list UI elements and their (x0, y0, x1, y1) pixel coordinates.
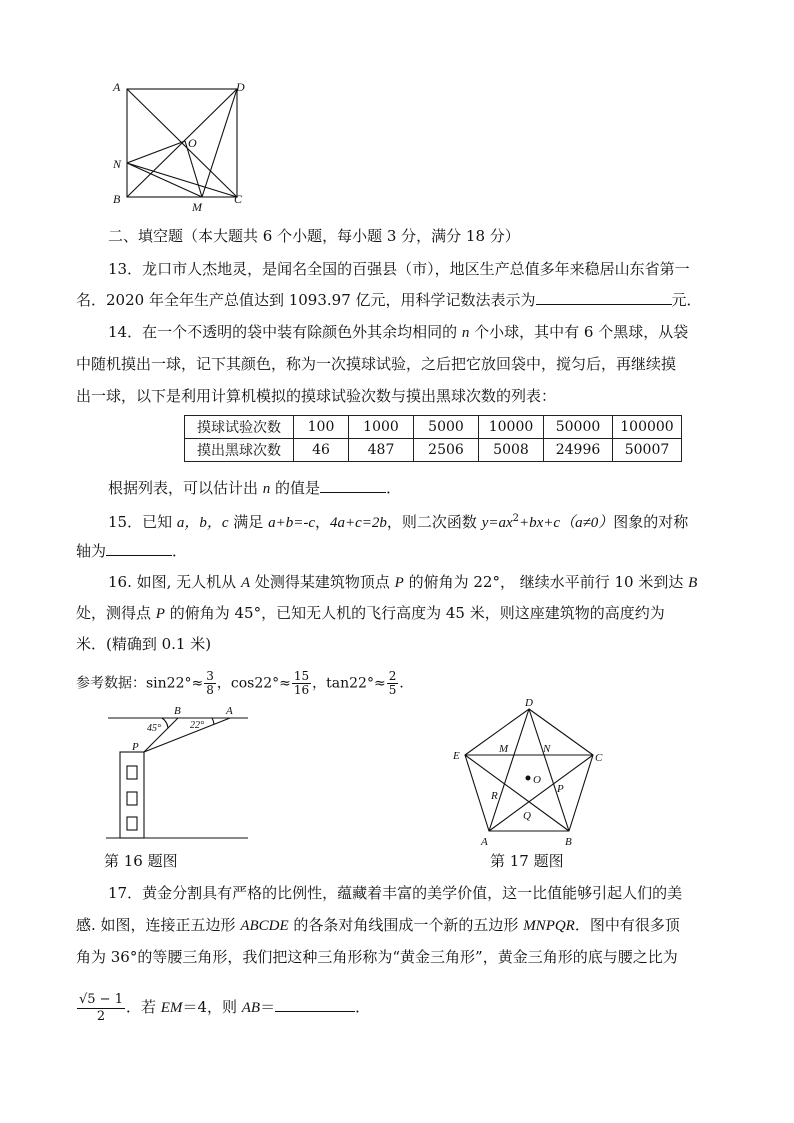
table-row (185, 416, 682, 439)
figure-17 (445, 695, 615, 855)
section-heading: 二、填空题（本大题共 6 个小题，每小题 3 分，满分 18 分） (108, 227, 520, 245)
table-cell: 摸出黑球次数 (185, 439, 294, 462)
label-m: M (192, 200, 202, 214)
table-cell: 1000 (349, 416, 414, 439)
table-cell: 2506 (414, 439, 479, 462)
label-m: M (499, 743, 509, 755)
label-o: O (533, 774, 541, 786)
label-b: B (113, 192, 121, 206)
label-c: C (234, 192, 243, 206)
q14-line1: 14．在一个不透明的袋中装有除颜色外其余均相同的 n 个小球，其中有 6 个黑球，从袋 (108, 323, 689, 341)
label-q: Q (523, 810, 531, 822)
figure-16-caption: 第 16 题图 (104, 852, 178, 870)
label-b: B (174, 705, 181, 717)
q16-line2: 处，测得点 P 的俯角为 45°，已知无人机的飞行高度为 45 米，则这座建筑物的高度约为 (76, 604, 665, 622)
q16-line1: 16. 如图, 无人机从 A 处测得某建筑物顶点 P 的俯角为 22°， 继续水平前行 10 米到达 B (108, 573, 698, 591)
q16-line3: 米．(精确到 0.1 米) (76, 635, 212, 653)
segment-dm (202, 89, 237, 197)
label-b: B (565, 836, 572, 848)
label-o: O (188, 136, 197, 150)
segment-no (127, 141, 185, 163)
angle-22-label: 22° (190, 720, 204, 731)
label-p: P (557, 783, 564, 795)
q17-line2: 感. 如图，连接正五边形 ABCDE 的各条对角线围成一个新的五边形 MNPQR．图中有很多顶 (76, 916, 680, 934)
q14-line4: 根据列表，可以估计出 n 的值是 ． (108, 479, 402, 497)
angle-45-label: 45° (147, 723, 161, 734)
building-window (127, 817, 137, 830)
q17-line1: 17．黄金分割具有严格的比例性，蕴藏着丰富的美学价值，这一比值能够引起人们的美 (108, 884, 683, 902)
label-d: D (236, 80, 245, 94)
q17-line3: 角为 36°的等腰三角形，我们把这种三角形称为“黄金三角形”，黄金三角形的底与腰之比为 (76, 948, 678, 966)
angle-arc-45 (162, 718, 168, 728)
label-n: N (543, 743, 551, 755)
table-cell: 50000 (544, 416, 613, 439)
label-c: C (595, 752, 603, 764)
q14-line2: 中随机摸出一球，记下其颜色，称为一次摸球试验，之后把它放回袋中，搅匀后，再继续摸 (76, 355, 677, 373)
label-n: N (113, 157, 122, 171)
table-cell: 摸球试验次数 (185, 416, 294, 439)
label-a: A (113, 80, 121, 94)
square-figure (100, 75, 260, 215)
table-row (185, 439, 682, 462)
figure-17-caption: 第 17 题图 (490, 852, 564, 870)
q17-answer-blank[interactable] (275, 997, 355, 1012)
golden-ratio-fraction: $\frac{√5 - 1}{2}$ (79, 991, 123, 1024)
simulation-table (184, 415, 682, 462)
table-cell: 100000 (613, 416, 682, 439)
q13-line2: 名．2020 年全年生产总值达到 1093.97 亿元，用科学记数法表示为 元． (76, 291, 702, 309)
q14-line3: 出一球，以下是利用计算机模拟的摸球试验次数与摸出黑球次数的列表： (76, 387, 557, 405)
q15-answer-blank[interactable] (106, 541, 172, 556)
label-a: A (226, 705, 233, 717)
label-p: P (132, 741, 139, 753)
label-e: E (453, 750, 460, 762)
center-point-o (526, 776, 531, 781)
diagonal-eb (465, 755, 569, 831)
table-cell: 50007 (613, 439, 682, 462)
q13-answer-blank[interactable] (536, 290, 672, 305)
q14-answer-blank[interactable] (320, 478, 386, 493)
diagonal-db (529, 709, 569, 831)
building-window (127, 792, 137, 805)
q15-line2: 轴为 ． (76, 542, 188, 560)
segment-nc (127, 163, 237, 197)
label-a: A (481, 836, 488, 848)
figure-16 (100, 700, 260, 845)
q13-line1: 13．龙口市人杰地灵，是闻名全国的百强县（市），地区生产总值多年来稳居山东省第一 (108, 260, 690, 278)
label-d: D (525, 697, 533, 709)
q16-reference-data: 参考数据：sin22°≈ $\frac{3}{8}$ ，cos22°≈ $\frac{15}{16}$ ，tan22°≈ $\frac{2}{5}$ ． (76, 669, 414, 697)
label-r: R (491, 790, 498, 802)
building-window (127, 766, 137, 779)
table-cell: 5000 (414, 416, 479, 439)
table-cell: 10000 (479, 416, 544, 439)
table-cell: 100 (294, 416, 349, 439)
diagonal-ca (489, 755, 593, 831)
q15-line1: 15．已知 a，b，c 满足 a+b=-c，4a+c=2b，则二次函数 $y=ax^2+bx+c(a\ne 0)$图象的对称 (108, 513, 689, 531)
q17-line4: $\frac{√5 - 1}{2}$ ．若 EM＝4，则 AB＝ ． (79, 991, 371, 1024)
segment-nm (127, 163, 202, 197)
building (120, 752, 144, 838)
table-cell: 24996 (544, 439, 613, 462)
angle-arc-22 (212, 718, 214, 724)
table-cell: 487 (349, 439, 414, 462)
table-cell: 5008 (479, 439, 544, 462)
table-cell: 46 (294, 439, 349, 462)
